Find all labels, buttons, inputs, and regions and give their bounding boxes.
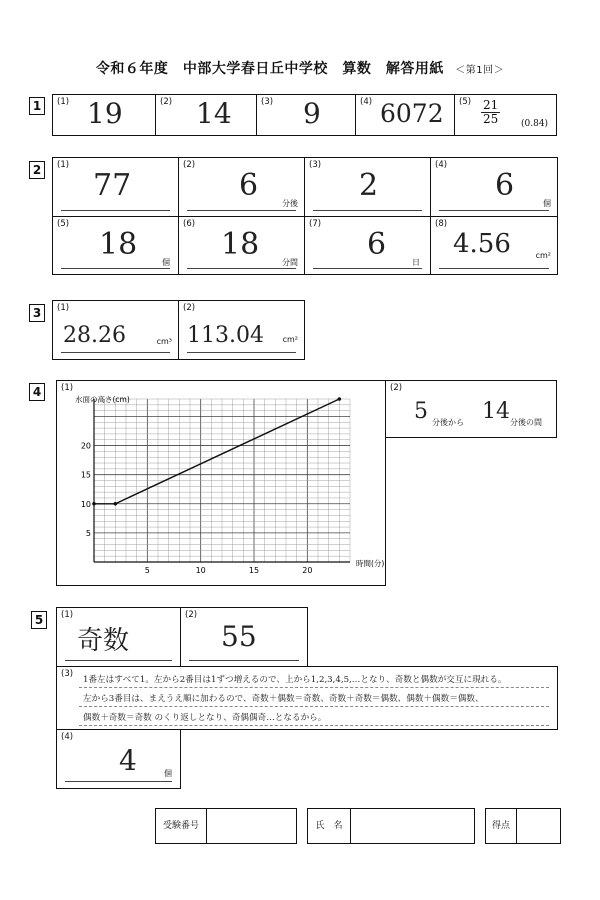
name-box[interactable] [307,808,475,844]
q5-3-dotline-1 [79,687,549,688]
q2-1-cell[interactable] [52,157,179,217]
x-tick-label: 15 [248,566,260,575]
q4-graph [57,381,385,585]
x-tick-label: 20 [302,566,313,575]
q5-2-label: (2) [185,610,198,620]
q2-5-cell[interactable] [52,216,179,275]
q5-4-unit: 個 [164,769,172,778]
q1-1-answer: 19 [87,97,123,130]
q5-3-dotline-3 [79,725,549,726]
q2-7-label: (7) [309,219,322,229]
data-point [338,397,342,401]
q2-1-label: (1) [57,160,70,170]
x-tick-label: 5 [144,566,150,575]
q2-3-underline [313,210,422,211]
q5-3-dotline-2 [79,706,549,707]
q2-8-answer: 4.56 [453,229,511,259]
x-tick-label: 10 [195,566,206,575]
q5-4-label: (4) [61,732,74,742]
y-tick-label: 10 [80,499,91,509]
q5-2-underline [189,660,299,661]
q4-number: 4 [29,383,45,401]
q5-1-answer: 奇数 [77,626,130,656]
q1-4-answer: 6072 [380,99,444,128]
q2-7-answer: 6 [367,227,387,262]
q5-4-answer: 4 [119,744,137,777]
q4-2-answer-b: 14 [482,399,510,424]
score-label: 得点 [486,809,517,843]
q2-8-underline [439,268,549,269]
name-label: 氏 名 [308,809,351,843]
title-text: 令和６年度 中部大学春日丘中学校 算数 解答用紙 [95,61,444,77]
q2-7-cell[interactable] [304,216,431,275]
data-point [92,502,96,506]
q1-4-cell[interactable] [355,94,455,136]
q2-5-answer: 18 [99,227,138,262]
q1-5-note: (0.84) [521,119,549,129]
q1-3-label: (3) [261,97,274,107]
q2-8-unit: cm² [535,251,551,260]
q2-2-underline [187,210,296,211]
q4-1-cell[interactable] [56,380,386,586]
q2-6-unit: 分間 [282,258,298,267]
q2-3-answer: 2 [359,168,379,203]
y-axis-label: 水面の高さ(cm) [75,395,130,404]
q3-2-underline [187,352,296,353]
score-box[interactable] [485,808,561,844]
q2-6-answer: 18 [221,227,260,262]
q2-5-underline [61,268,170,269]
q3-2-answer: 113.04 [187,323,264,348]
q3-1-cell[interactable] [52,300,179,360]
q3-2-label: (2) [183,303,196,313]
q1-5-denominator: 25 [483,112,499,126]
q5-3-line-1: 1番左はすべて1。左から2番目は1ずつ増えるので、上から1,2,3,4,5,…となり、奇数と偶数が交互に現れる。 [83,675,507,685]
q5-3-cell[interactable] [56,666,558,730]
q1-2-answer: 14 [196,97,232,130]
q4-2-label: (2) [390,383,403,393]
q2-5-unit: 個 [162,258,170,267]
q3-1-label: (1) [57,303,70,313]
q3-1-underline [61,352,170,353]
q2-4-cell[interactable] [430,157,558,217]
q5-1-cell[interactable] [56,607,181,667]
q3-2-unit: cm² [282,335,298,344]
q5-1-label: (1) [61,610,74,620]
q5-3-line-3: 偶数＋奇数＝奇数 のくり返しとなり、奇偶偶奇…となるから。 [83,713,327,723]
q2-grid [52,157,558,275]
y-tick-label: 15 [80,470,91,480]
q1-5-cell[interactable] [454,94,557,136]
q1-4-label: (4) [360,97,373,107]
q2-1-underline [61,210,170,211]
q2-4-label: (4) [435,160,448,170]
q1-5-fraction [481,99,500,126]
q2-7-underline [313,268,422,269]
q2-3-cell[interactable] [304,157,431,217]
q2-6-label: (6) [183,219,196,229]
exam-number-label: 受験番号 [156,809,207,843]
q4-2-cell[interactable] [385,380,557,438]
x-axis-label: 時間(分) [356,559,385,568]
exam-number-box[interactable] [155,808,297,844]
q2-number: 2 [29,161,45,179]
q2-6-cell[interactable] [178,216,305,275]
q4-2-text-a: 分後から [432,418,464,427]
q5-4-underline [65,781,172,782]
q3-2-cell[interactable] [178,300,305,360]
q1-5-label: (5) [459,97,472,107]
q1-1-cell[interactable] [52,94,156,136]
q4-2-answer-a: 5 [414,399,428,424]
q5-3-label: (3) [61,669,74,679]
q3-1-unit: cm³ [156,337,172,346]
q5-4-cell[interactable] [56,729,181,789]
q2-2-label: (2) [183,160,196,170]
q2-8-label: (8) [435,219,448,229]
data-point [114,502,118,506]
q5-2-cell[interactable] [180,607,308,667]
y-tick-label: 20 [80,441,91,451]
q1-2-cell[interactable] [155,94,257,136]
q2-2-cell[interactable] [178,157,305,217]
q1-3-answer: 9 [303,97,321,130]
q1-number: 1 [29,97,45,115]
q1-5-numerator: 21 [483,98,499,112]
y-tick-label: 5 [85,528,91,538]
q5-3-line-2: 左から3番目は、まえうえ順に加わるので、奇数＋偶数＝奇数、奇数＋奇数＝偶数、偶数＋偶数＝偶数、 [83,694,484,704]
q3-number: 3 [29,304,45,322]
q1-1-label: (1) [57,97,70,107]
q2-6-underline [187,268,296,269]
page-title [0,58,600,78]
q2-7-unit: 日 [412,258,420,267]
q5-1-underline [65,660,172,661]
q3-1-answer: 28.26 [63,323,126,348]
q2-1-answer: 77 [93,168,132,203]
q2-5-label: (5) [57,219,70,229]
q5-2-answer: 55 [221,620,257,653]
q1-3-cell[interactable] [256,94,356,136]
q1-2-label: (2) [160,97,173,107]
q2-3-label: (3) [309,160,322,170]
q2-4-answer: 6 [495,168,515,203]
q2-8-cell[interactable] [430,216,558,275]
q2-4-underline [439,210,549,211]
round-label: ＜第1回＞ [455,65,505,76]
q2-2-unit: 分後 [282,199,298,208]
q5-number: 5 [31,611,47,629]
q4-1-label: (1) [61,383,74,393]
q4-2-text-b: 分後の間 [510,418,542,427]
q2-4-unit: 個 [543,199,551,208]
q2-2-answer: 6 [239,168,259,203]
